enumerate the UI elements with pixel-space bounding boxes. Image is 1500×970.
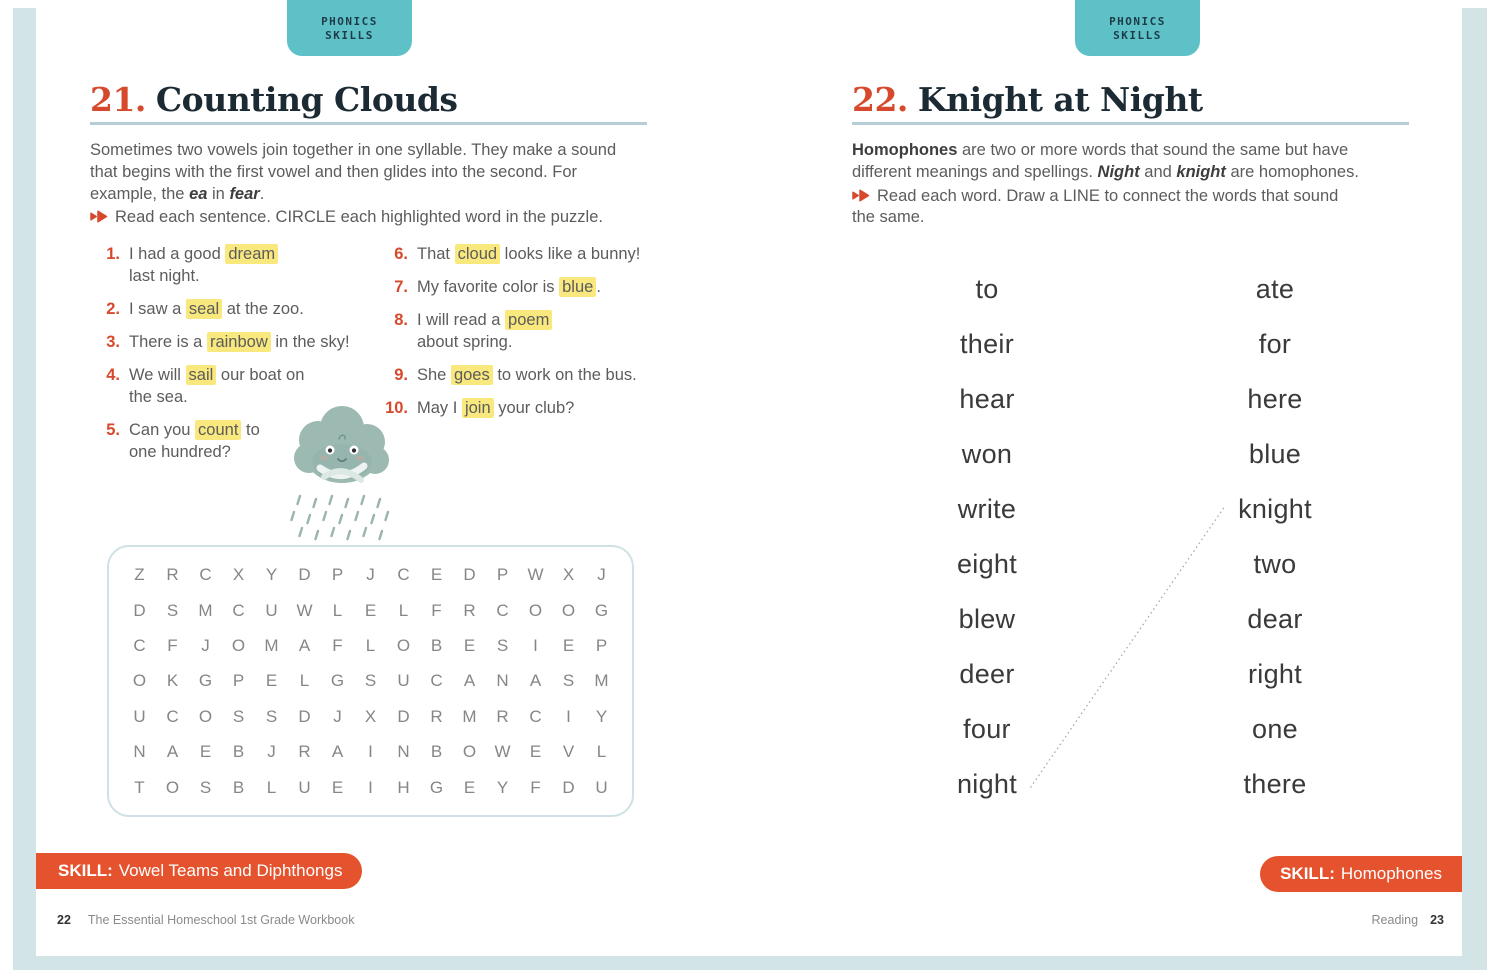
word-search-letter: I [368, 742, 373, 762]
word-search-letter: E [529, 742, 542, 762]
text-run: Read each word. Draw a LINE to connect the words that sound [877, 186, 1339, 205]
text-run: at the zoo. [222, 300, 304, 318]
word-search-letter: X [562, 565, 575, 585]
word-search-letter: A [166, 742, 179, 762]
word-row [852, 702, 1410, 757]
match-word-left: hear [959, 384, 1015, 414]
text-run: Can you [129, 421, 196, 439]
word-search-letter: C [232, 600, 245, 620]
book-title: The Essential Homeschool 1st Grade Workbook [87, 913, 355, 927]
word-search-letter: E [331, 777, 344, 797]
highlighted-word: goes [451, 365, 493, 385]
sentence-number: 9. [394, 366, 408, 384]
word-search-letter: F [530, 777, 541, 797]
text-run: Homophones [852, 141, 958, 159]
lesson-title: Counting Clouds [155, 80, 458, 119]
book-cover-left-edge [13, 8, 36, 956]
highlighted-word: seal [186, 299, 222, 319]
lesson-number: 21. [90, 80, 146, 119]
word-row [852, 482, 1410, 537]
sentence-number: 8. [394, 311, 408, 329]
sentence-item [90, 331, 378, 353]
highlighted-word: rainbow [207, 332, 271, 352]
text-run: . [596, 278, 601, 296]
word-search-letter: E [364, 600, 377, 620]
word-search-letter: U [133, 706, 146, 726]
highlighted-word: poem [505, 310, 552, 330]
text-run: the same. [852, 208, 925, 227]
highlighted-word: sail [186, 365, 217, 385]
word-search-letter: D [298, 706, 311, 726]
word-search-letter: R [496, 706, 509, 726]
word-search-letter: G [330, 671, 345, 691]
word-search-letter: J [267, 742, 276, 762]
match-word-right: knight [1238, 494, 1312, 524]
word-search-letter: O [396, 636, 411, 656]
word-search-letter: S [496, 636, 509, 656]
text-run: I had a good [129, 245, 226, 263]
lesson-number: 22. [852, 80, 908, 119]
text-run: last night. [129, 267, 200, 285]
word-search-letter: C [430, 671, 443, 691]
word-search-letter: E [265, 671, 278, 691]
word-search-letter: O [231, 636, 246, 656]
instruction-text [115, 208, 603, 226]
text-run: that begins with the first vowel and then glides into the second. For [90, 162, 578, 181]
word-search-letter: X [232, 565, 245, 585]
word-search-letter: Y [265, 565, 278, 585]
match-word-right: ate [1255, 274, 1295, 304]
match-word-right: here [1247, 384, 1303, 414]
word-search-letter: L [299, 671, 310, 691]
word-search-letter: M [594, 671, 609, 691]
sentence-text [129, 298, 304, 320]
sentence-text [129, 419, 260, 463]
skill-text: Homophones [1340, 864, 1442, 883]
instruction-arrow-icon [90, 210, 108, 223]
word-search-letter: S [166, 600, 179, 620]
match-word-right: two [1253, 549, 1297, 579]
word-row [852, 372, 1410, 427]
homophone-matching-columns [852, 262, 1410, 812]
text-run: different meanings and spellings. [852, 162, 1098, 181]
text-run: example, the [90, 184, 190, 203]
match-word-left: their [959, 329, 1015, 359]
match-word-right: for [1258, 329, 1292, 359]
page-number: 23 [1430, 913, 1444, 927]
intro-right [852, 140, 1452, 229]
word-search-letter: G [198, 671, 213, 691]
word-row [852, 262, 1410, 317]
sentence-text [417, 243, 640, 265]
text-run: knight [1176, 162, 1226, 181]
text-run: ea [189, 184, 208, 203]
word-search-letter: L [332, 600, 343, 620]
sentence-number: 10. [385, 399, 408, 417]
sentence-item [90, 298, 378, 320]
match-word-left: deer [959, 659, 1015, 689]
text-run: . [259, 184, 265, 203]
word-search-letter: J [366, 565, 375, 585]
sentence-text [417, 276, 601, 298]
word-search-letter: D [562, 777, 575, 797]
word-search-letter: C [199, 565, 212, 585]
sentence-number: 1. [106, 245, 120, 263]
word-search-letter: W [494, 742, 511, 762]
lesson-title: Knight at Night [917, 80, 1203, 119]
word-search-letter: X [364, 706, 377, 726]
word-search-letter: M [264, 636, 279, 656]
text-run: and [1139, 162, 1177, 181]
sentence-text [129, 364, 304, 408]
word-search-letter: O [165, 777, 180, 797]
title-rule-right [852, 122, 1409, 125]
sentence-text [129, 243, 278, 287]
word-search-letter: I [566, 706, 571, 726]
intro-paragraph [852, 140, 1452, 184]
word-search-letter: M [198, 600, 213, 620]
text-run: are homophones. [1225, 162, 1359, 181]
word-search-letter: C [496, 600, 509, 620]
skill-badge-right [1260, 856, 1462, 892]
word-search-letter: S [265, 706, 278, 726]
match-word-right: dear [1247, 604, 1303, 634]
sentence-text [417, 309, 552, 353]
word-search-letter: G [429, 777, 444, 797]
word-search-letter: N [496, 671, 509, 691]
word-search-letter: E [463, 777, 476, 797]
text-run: I will read a [417, 311, 506, 329]
text-run: fear [229, 184, 260, 203]
word-search-letter: S [232, 706, 245, 726]
word-row [852, 537, 1410, 592]
word-search-letter: Y [595, 706, 608, 726]
word-search-letter: P [595, 636, 608, 656]
word-search-letter: M [462, 706, 477, 726]
page-title-right [852, 80, 1203, 119]
word-search-letter: O [198, 706, 213, 726]
word-search-letter: E [430, 565, 443, 585]
word-search-letter: R [166, 565, 179, 585]
text-run: Read each sentence. CIRCLE each highlighted word in the puzzle. [115, 208, 603, 227]
sentence-text [129, 331, 350, 353]
sentence-item [378, 397, 665, 419]
page-title-left [90, 80, 457, 119]
word-search-letter: F [431, 600, 442, 620]
word-search-letter: I [368, 777, 373, 797]
text-run: Night [1097, 162, 1140, 181]
sentence-number: 2. [106, 300, 120, 318]
word-search-letter: R [298, 742, 311, 762]
word-search-letter: N [133, 742, 146, 762]
sentence-text [417, 364, 637, 386]
footer-right [1372, 913, 1444, 927]
word-search-letter: R [430, 706, 443, 726]
sentence-column-2 [378, 243, 665, 474]
sentence-item [378, 243, 665, 265]
word-search-letter: A [331, 742, 344, 762]
sentence-item [378, 364, 665, 386]
text-run: I saw a [129, 300, 186, 318]
word-search-letter: U [595, 777, 608, 797]
phonics-skills-tab-left [287, 0, 412, 56]
section-name: Reading [1371, 913, 1419, 927]
text-run: She [417, 366, 451, 384]
word-search-letter: A [298, 636, 311, 656]
text-run: That [417, 245, 455, 263]
text-run: in the sky! [270, 333, 350, 351]
word-search-letter: S [364, 671, 377, 691]
match-word-right: there [1243, 769, 1307, 799]
page-number: 22 [57, 913, 71, 927]
intro-left [90, 140, 690, 229]
text-run: Sometimes two vowels join together in one syllable. They make a sound [90, 141, 617, 159]
footer-left [57, 913, 354, 927]
match-word-right: one [1252, 714, 1298, 744]
text-run: are two or more words that sound the same but have [957, 141, 1349, 159]
sentence-item [378, 276, 665, 298]
word-row [852, 647, 1410, 702]
word-search-letter: D [463, 565, 476, 585]
highlighted-word: dream [225, 244, 278, 264]
instruction-line [90, 207, 690, 229]
skill-label: SKILL: [58, 861, 113, 880]
match-word-left: four [963, 714, 1011, 744]
word-search-letter: Z [134, 565, 145, 585]
match-word-left: write [957, 494, 1017, 524]
word-search-letter: W [296, 600, 313, 620]
word-search-letter: E [562, 636, 575, 656]
word-search-letter: J [333, 706, 342, 726]
word-search-letter: Y [496, 777, 509, 797]
text-run: My favorite color is [417, 278, 560, 296]
word-search-letter: B [430, 742, 443, 762]
sentence-text [417, 397, 574, 419]
text-run: We will [129, 366, 186, 384]
word-search-letter: C [166, 706, 179, 726]
word-row [852, 592, 1410, 647]
word-row [852, 757, 1410, 812]
skill-badge-left [36, 853, 362, 889]
highlighted-word: cloud [455, 244, 500, 264]
match-word-right: right [1247, 659, 1303, 689]
word-search-letter: A [463, 671, 476, 691]
word-search-letter: C [397, 565, 410, 585]
word-search-letter: S [562, 671, 575, 691]
skill-text: Vowel Teams and Diphthongs [118, 861, 343, 880]
word-search-letter: D [298, 565, 311, 585]
word-search-letter: D [397, 706, 410, 726]
phonics-skills-tab-right [1075, 0, 1200, 56]
tab-line2: SKILLS [1113, 28, 1162, 42]
word-search-letter: U [265, 600, 278, 620]
word-search-letter: J [597, 565, 606, 585]
match-word-left: eight [956, 549, 1018, 579]
tab-line1: PHONICS [1109, 14, 1166, 28]
word-search-letter: O [132, 671, 147, 691]
sentence-item [90, 243, 378, 287]
word-search-letter: C [529, 706, 542, 726]
word-search-letter: O [528, 600, 543, 620]
word-search-letter: O [561, 600, 576, 620]
word-search-letter: U [298, 777, 311, 797]
book-cover-right-edge [1462, 8, 1487, 956]
sentence-number: 3. [106, 333, 120, 351]
intro-paragraph [90, 140, 690, 205]
match-word-right: blue [1248, 439, 1302, 469]
rain-cloud-illustration [282, 400, 402, 542]
instruction-text [852, 187, 1338, 227]
word-search-letter: O [462, 742, 477, 762]
highlighted-word: blue [559, 277, 596, 297]
word-search-letter: B [232, 777, 245, 797]
word-search-letter: V [562, 742, 575, 762]
word-search-letter: P [496, 565, 509, 585]
word-search-letter: H [397, 777, 410, 797]
text-run: to work on the bus. [492, 366, 637, 384]
text-run: May I [417, 399, 462, 417]
word-search-letter: D [133, 600, 146, 620]
word-search-letter: R [463, 600, 476, 620]
text-run: our boat on [216, 366, 305, 384]
text-run: your club? [493, 399, 575, 417]
word-search-letter: T [134, 777, 145, 797]
word-search-letter: L [596, 742, 607, 762]
word-row [852, 427, 1410, 482]
word-search-letter: P [331, 565, 344, 585]
sentence-item [378, 309, 665, 353]
word-search-letter: L [365, 636, 376, 656]
text-run: one hundred? [129, 443, 231, 461]
word-search-letter: S [199, 777, 212, 797]
word-search-letter: U [397, 671, 410, 691]
word-search-letter: W [527, 565, 544, 585]
match-word-left: to [975, 274, 999, 304]
word-search-letter: E [463, 636, 476, 656]
word-search-grid [107, 545, 634, 817]
match-word-left: blew [958, 604, 1016, 634]
title-rule-left [90, 122, 647, 125]
text-run: in [207, 184, 230, 203]
skill-label: SKILL: [1280, 864, 1335, 883]
text-run: looks like a bunny! [500, 245, 641, 263]
book-cover-bottom-edge [13, 956, 1487, 970]
sentence-number: 6. [394, 245, 408, 263]
word-search-letter: F [332, 636, 343, 656]
match-word-left: night [956, 769, 1018, 799]
word-row [852, 317, 1410, 372]
instruction-line [852, 186, 1452, 230]
word-search-letter: N [397, 742, 410, 762]
word-search-letter: B [430, 636, 443, 656]
text-run: to [241, 421, 260, 439]
highlighted-word: count [195, 420, 241, 440]
sentence-number: 7. [394, 278, 408, 296]
word-search-letter: I [533, 636, 538, 656]
word-search-letter: B [232, 742, 245, 762]
text-run: There is a [129, 333, 207, 351]
word-search-letter: E [199, 742, 212, 762]
text-run: about spring. [417, 333, 513, 351]
word-search-letter: P [232, 671, 245, 691]
sentence-number: 5. [106, 421, 120, 439]
word-search-letter: G [594, 600, 609, 620]
text-run: the sea. [129, 388, 188, 406]
tab-line2: SKILLS [325, 28, 374, 42]
tab-line1: PHONICS [321, 14, 378, 28]
match-word-left: won [961, 439, 1013, 469]
word-search-letter: L [266, 777, 277, 797]
highlighted-word: join [462, 398, 494, 418]
word-search-letter: J [201, 636, 210, 656]
word-search-letter: K [166, 671, 179, 691]
word-search-letter: C [133, 636, 146, 656]
word-search-letter: F [167, 636, 178, 656]
instruction-arrow-icon [852, 189, 870, 202]
sentence-number: 4. [106, 366, 120, 384]
word-search-letter: L [398, 600, 409, 620]
word-search-letter: A [529, 671, 542, 691]
